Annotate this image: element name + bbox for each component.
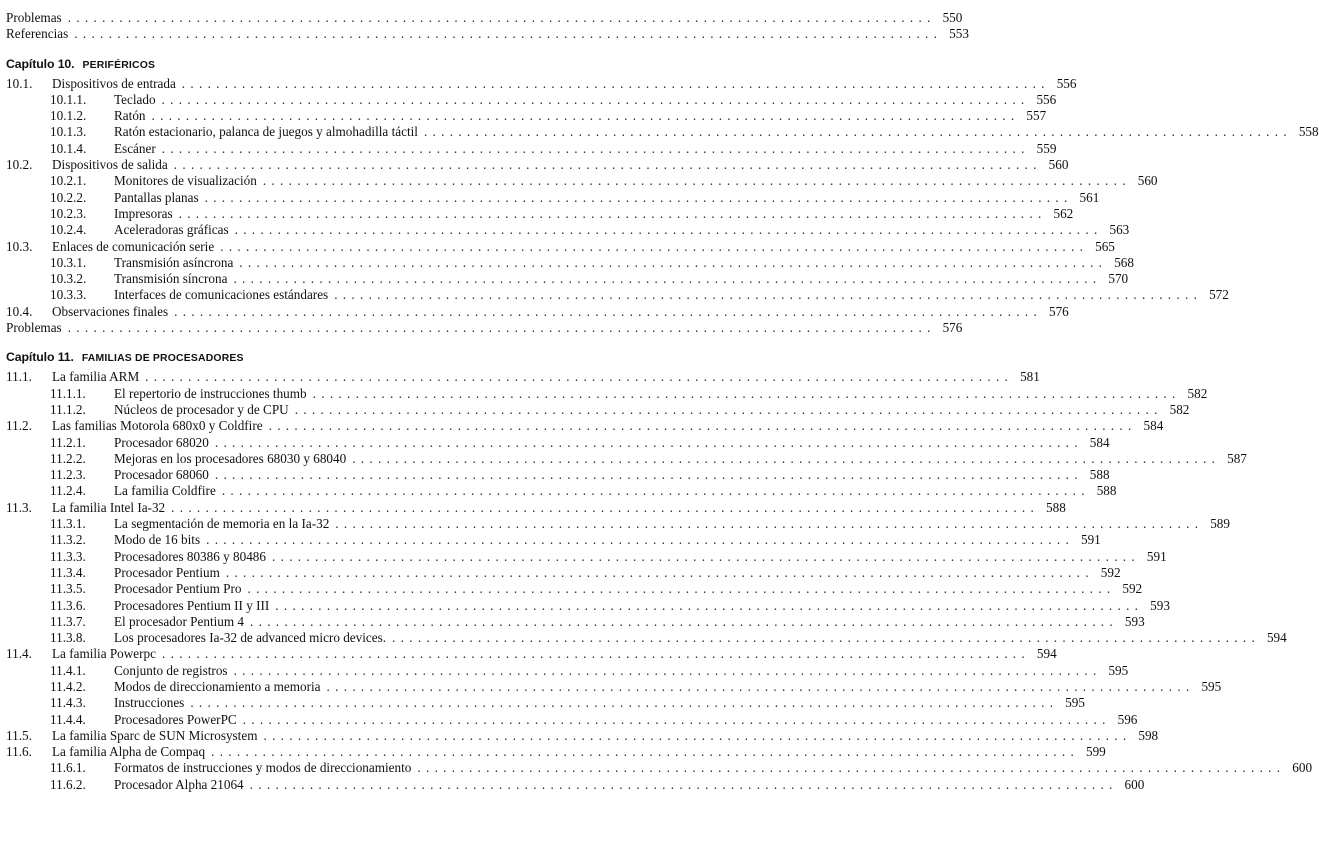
toc-entry-number: 10.3.3. [50, 287, 87, 303]
toc-entry-page: 591 [1146, 548, 1167, 564]
toc-row [6, 320, 963, 336]
toc-entry-title: Ratón [114, 108, 146, 124]
toc-entry-page: 595 [1065, 695, 1085, 711]
toc-entry-number: 11.6. [6, 744, 32, 760]
toc-entry-number: 11.4.2. [50, 678, 86, 694]
toc-entry-title: Dispositivos de salida [52, 157, 168, 173]
dot-leader [335, 516, 1198, 532]
toc-row [6, 271, 1129, 287]
toc-entry-title: Transmisión síncrona [114, 271, 228, 287]
toc-row [6, 630, 1287, 646]
toc-entry-number: 11.3.8. [50, 630, 86, 646]
toc-entry-page: 557 [1026, 108, 1047, 124]
toc-row [6, 75, 1077, 92]
toc-entry-page: 584 [1089, 434, 1110, 450]
toc-entry-page: 587 [1227, 450, 1247, 466]
dot-leader [162, 92, 1025, 108]
toc-entry-page: 561 [1079, 189, 1100, 205]
toc-entry-page: 592 [1122, 581, 1143, 597]
dot-leader [162, 141, 1025, 157]
toc-entry-page: 576 [942, 320, 963, 336]
toc-entry-page: 581 [1020, 369, 1040, 385]
toc-entry-number: 10.3.1. [50, 254, 87, 270]
toc-row [6, 238, 1115, 255]
toc-entry-number: 11.2.1. [50, 434, 86, 450]
dot-leader [263, 173, 1126, 189]
dot-leader [211, 744, 1074, 760]
dot-leader [263, 728, 1126, 744]
toc-entry-title: Conjunto de registros [114, 662, 228, 678]
toc-entry-number: 11.3.3. [50, 548, 86, 564]
toc-row [6, 646, 1057, 662]
dot-leader [243, 712, 1106, 728]
toc-entry-number: 10.2. [6, 157, 33, 173]
dot-leader [275, 598, 1138, 614]
dot-leader [215, 467, 1078, 483]
toc-entry-page: 576 [1048, 303, 1069, 319]
toc-row [6, 205, 1074, 222]
toc-entry-number: 10.4. [6, 303, 33, 319]
toc-row [6, 516, 1230, 532]
toc-entry-number: 10.2.4. [50, 222, 87, 238]
toc-entry-title: Procesadores PowerPC [114, 711, 237, 727]
toc-entry-page: 600 [1124, 776, 1145, 792]
toc-entry-number: 10.3.2. [50, 271, 87, 287]
toc-entry-number: 11.2.4. [50, 483, 86, 499]
dot-leader [334, 287, 1197, 303]
dot-leader [250, 777, 1113, 793]
toc-entry-page: 595 [1108, 662, 1129, 678]
chapter-label: Capítulo 11. [6, 350, 74, 365]
toc-row [6, 173, 1158, 189]
toc-entry-title: Enlaces de comunicación serie [52, 238, 215, 254]
toc-entry-title: Las familias Motorola 680x0 y Coldfire [52, 418, 263, 434]
toc-row [6, 499, 1066, 516]
toc-row [6, 108, 1047, 124]
dot-leader [233, 271, 1096, 287]
dot-leader [206, 532, 1069, 548]
toc-entry-number: 10.1.2. [50, 108, 87, 124]
toc-entry-number: 11.3.1. [50, 516, 86, 532]
toc-entry-title: Referencias [6, 26, 69, 42]
toc-row [6, 26, 969, 42]
toc-entry-number: 10.2.2. [50, 189, 87, 205]
dot-leader [247, 581, 1110, 597]
dot-leader [190, 695, 1053, 711]
dot-leader [272, 549, 1135, 565]
dot-leader [352, 451, 1215, 467]
toc-entry-page: 594 [1266, 630, 1287, 646]
toc-entry-number: 11.4.1. [50, 662, 86, 678]
toc-entry-title: Instrucciones [114, 695, 185, 711]
toc-entry-title: Formatos de instrucciones y modos de direccionamiento [114, 760, 412, 776]
toc-row [6, 532, 1101, 548]
toc-entry-title: Procesador Pentium [114, 564, 220, 580]
dot-leader [145, 369, 1008, 385]
toc-entry-page: 565 [1095, 238, 1115, 254]
toc-entry-title: Mejoras en los procesadores 68030 y 68040 [114, 450, 347, 466]
toc-row [6, 189, 1100, 206]
toc-entry-title: Modos de direccionamiento a memoria [114, 678, 321, 694]
toc-entry-page: 550 [942, 10, 963, 25]
toc-entry-title: Problemas [6, 320, 62, 336]
toc-entry-page: 588 [1046, 499, 1066, 515]
toc-entry-page: 596 [1117, 711, 1138, 727]
toc-row [6, 434, 1110, 451]
toc-entry-page: 560 [1137, 173, 1158, 189]
toc-entry-page: 594 [1036, 646, 1057, 662]
dot-leader [327, 679, 1190, 695]
dot-leader [234, 663, 1097, 679]
toc-entry-number: 10.1.4. [50, 140, 87, 156]
dot-leader [226, 565, 1089, 581]
toc-entry-title: La segmentación de memoria en la Ia-32 [114, 516, 330, 532]
toc-entry-title: Interfaces de comunicaciones estándares [114, 287, 329, 303]
toc-entry-number: 11.3.2. [50, 532, 86, 548]
dot-leader [235, 222, 1098, 238]
toc-entry-title: Procesador 68060 [114, 467, 209, 483]
toc-row [6, 711, 1138, 728]
dot-leader [295, 402, 1158, 418]
toc-entry-title: Procesador Pentium Pro [114, 581, 242, 597]
toc-entry-number: 11.3. [6, 499, 32, 515]
toc-entry-title: Observaciones finales [52, 303, 169, 319]
toc-entry-title: Procesador 68020 [114, 434, 209, 450]
toc-entry-title: Transmisión asíncrona [114, 254, 234, 270]
toc-entry-title: Teclado [114, 91, 156, 107]
toc-entry-page: 593 [1124, 613, 1145, 629]
dot-leader [215, 435, 1078, 451]
chapter-entries [6, 75, 1319, 337]
toc-entry-page: 584 [1143, 418, 1164, 434]
toc-entry-page: 556 [1056, 75, 1077, 91]
toc-row [6, 287, 1229, 303]
dot-leader [162, 646, 1025, 662]
toc-entry-page: 563 [1109, 222, 1130, 238]
toc-row [6, 727, 1159, 744]
toc-entry-number: 11.6.1. [50, 760, 86, 776]
toc-row [6, 662, 1129, 679]
toc-entry-page: 568 [1114, 254, 1134, 270]
toc-entry-title: Ratón estacionario, palanca de juegos y almohadilla táctil [114, 124, 418, 140]
toc-row [6, 450, 1247, 467]
toc-row [6, 678, 1222, 695]
toc-row [6, 695, 1085, 711]
toc-entry-number: 11.2.3. [50, 467, 86, 483]
toc-entry-page: 572 [1209, 287, 1229, 303]
toc-entry-page: 553 [949, 26, 969, 42]
toc-entry-title: Aceleradoras gráficas [114, 222, 229, 238]
toc-row [6, 157, 1069, 173]
toc-entry-title: Núcleos de procesador y de CPU [114, 401, 289, 417]
toc-entry-number: 10.2.1. [50, 173, 87, 189]
dot-leader [222, 483, 1085, 499]
toc-row [6, 303, 1069, 320]
toc-entry-page: 595 [1201, 678, 1222, 694]
toc-entry-title: Procesador Alpha 21064 [114, 776, 244, 792]
toc-entry-number: 10.1. [6, 75, 33, 91]
chapter-name: FAMILIAS DE PROCESADORES [81, 353, 244, 365]
toc-entry-title: Dispositivos de entrada [52, 75, 176, 91]
chapter-entries [6, 369, 1313, 793]
toc-row [6, 613, 1145, 630]
toc-entry-number: 10.2.3. [50, 205, 87, 221]
dot-leader [250, 614, 1113, 630]
dot-leader [239, 255, 1102, 271]
dot-leader [417, 760, 1280, 776]
toc-entry-page: 558 [1298, 124, 1319, 140]
toc-entry-number: 11.5. [6, 727, 32, 743]
toc-entry-number: 11.2.2. [50, 450, 86, 466]
toc-entry-title: Procesadores 80386 y 80486 [114, 548, 266, 564]
toc-entry-page: 582 [1169, 401, 1190, 417]
toc-row [6, 124, 1319, 140]
dot-leader [68, 10, 931, 26]
chapter-heading [6, 56, 582, 73]
toc-entry-number: 11.4. [6, 646, 32, 662]
toc-entry-title: La familia ARM [52, 369, 140, 385]
toc-row [6, 401, 1190, 418]
dot-leader [392, 630, 1255, 646]
dot-leader [269, 418, 1132, 434]
toc-row [6, 744, 1106, 760]
toc-entry-title: Problemas [6, 10, 62, 25]
toc-row [6, 10, 963, 26]
dot-leader [174, 157, 1037, 173]
toc-entry-page: 599 [1085, 744, 1106, 760]
toc-entry-title: Procesadores Pentium II y III [114, 597, 270, 613]
toc-entry-page: 582 [1187, 385, 1208, 401]
dot-leader [313, 386, 1176, 402]
toc-entry-number: 11.1. [6, 369, 32, 385]
toc-entry-number: 11.4.3. [50, 695, 86, 711]
toc-entry-title: Los procesadores Ia-32 de advanced micro devices. [114, 630, 387, 646]
toc-entry-title: La familia Powerpc [52, 646, 156, 662]
toc-row [6, 597, 1170, 614]
top-entries [6, 10, 969, 43]
toc-row [6, 483, 1117, 499]
toc-entry-page: 570 [1108, 271, 1129, 287]
toc-row [6, 140, 1057, 157]
toc-row [6, 760, 1313, 776]
table-of-contents [6, 10, 1319, 793]
toc-entry-page: 598 [1138, 727, 1159, 743]
toc-entry-number: 11.4.4. [50, 711, 86, 727]
toc-entry-title: La familia Intel Ia-32 [52, 499, 166, 515]
toc-entry-title: Impresoras [114, 205, 173, 221]
toc-row [6, 385, 1208, 402]
toc-entry-title: La familia Coldfire [114, 483, 216, 499]
toc-entry-number: 11.2. [6, 418, 32, 434]
toc-row [6, 581, 1143, 597]
dot-leader [152, 108, 1015, 124]
toc-entry-number: 10.1.1. [50, 91, 87, 107]
dot-leader [182, 76, 1045, 92]
toc-entry-page: 559 [1036, 140, 1057, 156]
toc-entry-page: 588 [1089, 467, 1110, 483]
dot-leader [424, 124, 1287, 140]
toc-entry-page: 600 [1292, 760, 1313, 776]
toc-entry-page: 562 [1053, 205, 1074, 221]
dot-leader [68, 320, 931, 336]
toc-entry-number: 10.3. [6, 238, 33, 254]
toc-row [6, 467, 1110, 483]
chapter-label: Capítulo 10. [6, 56, 75, 71]
toc-row [6, 548, 1167, 565]
toc-entry-number: 11.3.6. [50, 597, 86, 613]
toc-row [6, 369, 1040, 385]
toc-entry-title: El procesador Pentium 4 [114, 613, 245, 629]
toc-entry-page: 560 [1048, 157, 1069, 173]
toc-entry-page: 592 [1100, 564, 1121, 580]
toc-entry-page: 556 [1036, 91, 1057, 107]
toc-entry-number: 11.3.5. [50, 581, 86, 597]
toc-entry-title: Modo de 16 bits [114, 532, 201, 548]
toc-row [6, 222, 1130, 238]
toc-row [6, 418, 1164, 434]
toc-entry-title: La familia Alpha de Compaq [52, 744, 206, 760]
toc-entry-number: 11.3.4. [50, 564, 86, 580]
toc-entry-title: Monitores de visualización [114, 173, 257, 189]
dot-leader [74, 26, 937, 42]
toc-entry-title: Escáner [114, 140, 156, 156]
toc-entry-title: El repertorio de instrucciones thumb [114, 385, 307, 401]
toc-entry-title: Pantallas planas [114, 189, 199, 205]
dot-leader [174, 304, 1037, 320]
toc-entry-page: 591 [1080, 532, 1101, 548]
toc-entry-page: 589 [1210, 516, 1230, 532]
toc-entry-number: 11.1.2. [50, 401, 86, 417]
toc-row [6, 776, 1145, 793]
toc-entry-number: 11.1.1. [50, 385, 86, 401]
dot-leader [220, 239, 1083, 255]
chapter-heading [6, 349, 582, 366]
toc-row [6, 564, 1121, 581]
toc-entry-page: 588 [1096, 483, 1117, 499]
toc-entry-number: 10.1.3. [50, 124, 87, 140]
toc-entry-number: 11.3.7. [50, 613, 86, 629]
toc-entry-page: 593 [1150, 597, 1170, 613]
toc-row [6, 254, 1134, 271]
dot-leader [205, 190, 1068, 206]
chapter-name: PERIFÉRICOS [82, 59, 156, 71]
toc-entry-number: 11.6.2. [50, 776, 86, 792]
dot-leader [179, 206, 1042, 222]
toc-entry-title: La familia Sparc de SUN Microsystem [52, 727, 258, 743]
dot-leader [171, 500, 1034, 516]
toc-row [6, 91, 1057, 108]
